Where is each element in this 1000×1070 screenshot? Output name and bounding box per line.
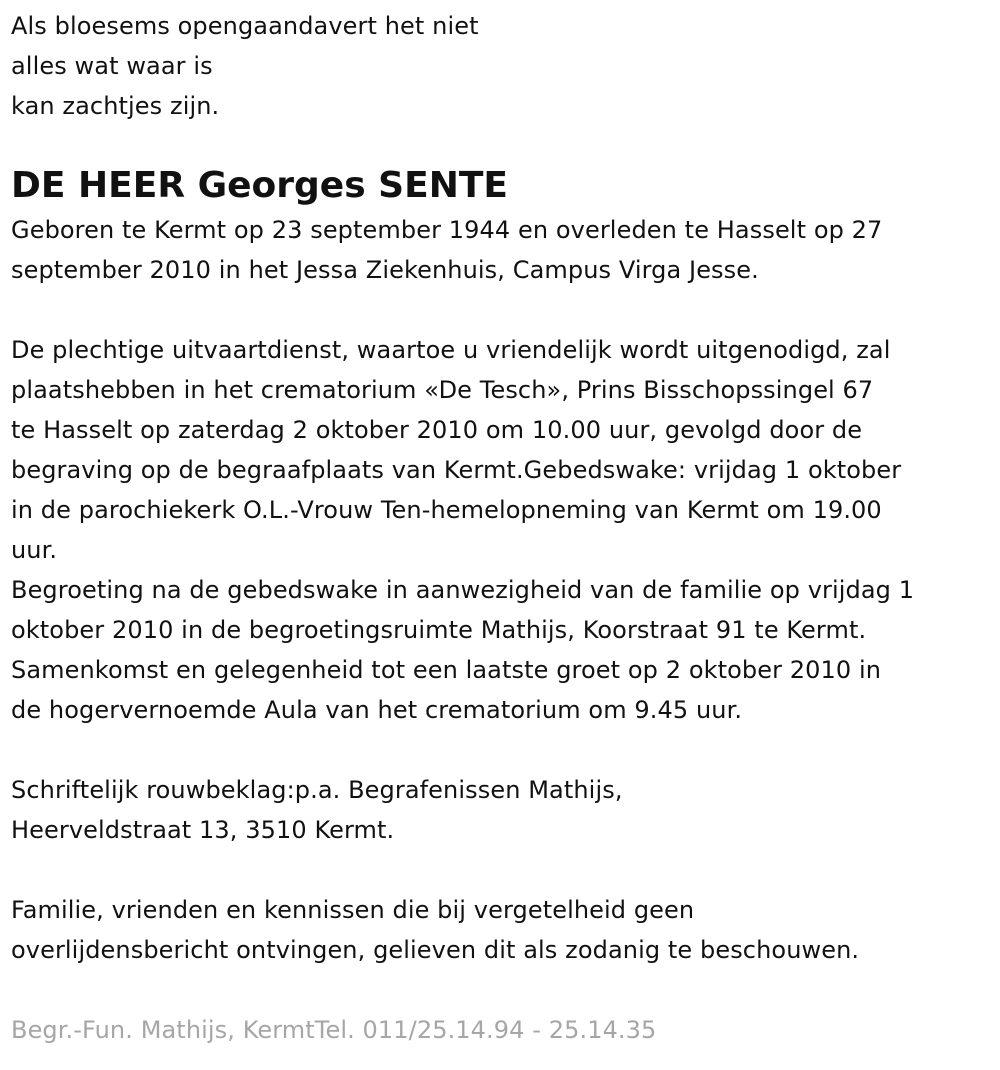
service-line: De plechtige uitvaartdienst, waartoe u vriendelijk wordt uitgenodigd, zal — [11, 336, 891, 364]
deceased-name-heading: DE HEER Georges SENTE — [11, 165, 508, 206]
obituary-document — [11, 6, 996, 1050]
birth-death-line: Geboren te Kermt op 23 september 1944 en overleden te Hasselt op 27 — [11, 216, 883, 244]
service-line: oktober 2010 in de begroetingsruimte Mathijs, Koorstraat 91 te Kermt. — [11, 616, 867, 644]
service-line: uur. — [11, 536, 58, 564]
spacer — [11, 290, 996, 330]
poem-block — [11, 6, 996, 126]
condolence-line: Schriftelijk rouwbeklag:p.a. Begrafenissen Mathijs, — [11, 776, 623, 804]
notice-line: overlijdensbericht ontvingen, gelieven dit als zodanig te beschouwen. — [11, 936, 860, 964]
birth-death-line: september 2010 in het Jessa Ziekenhuis, Campus Virga Jesse. — [11, 256, 759, 284]
service-line: Begroeting na de gebedswake in aanwezigheid van de familie op vrijdag 1 — [11, 576, 915, 604]
condolence-block — [11, 770, 996, 850]
service-line: te Hasselt op zaterdag 2 oktober 2010 om 10.00 uur, gevolgd door de — [11, 416, 863, 444]
poem-line: alles wat waar is — [11, 52, 213, 80]
service-block — [11, 330, 996, 730]
condolence-line: Heerveldstraat 13, 3510 Kermt. — [11, 816, 395, 844]
spacer — [11, 970, 996, 1010]
spacer — [11, 730, 996, 770]
notice-line: Familie, vrienden en kennissen die bij vergetelheid geen — [11, 896, 695, 924]
service-line: plaatshebben in het crematorium «De Tesch», Prins Bisschopssingel 67 — [11, 376, 874, 404]
service-line: begraving op de begraafplaats van Kermt.Gebedswake: vrijdag 1 oktober — [11, 456, 902, 484]
spacer — [11, 850, 996, 890]
poem-line: kan zachtjes zijn. — [11, 92, 220, 120]
service-line: in de parochiekerk O.L.-Vrouw Ten-hemelopneming van Kermt om 19.00 — [11, 496, 882, 524]
funeral-home-footer: Begr.-Fun. Mathijs, KermtTel. 011/25.14.94 - 25.14.35 — [11, 1016, 657, 1044]
service-line: de hogervernoemde Aula van het crematorium om 9.45 uur. — [11, 696, 743, 724]
birth-death-block — [11, 210, 996, 290]
notice-block — [11, 890, 996, 970]
service-line: Samenkomst en gelegenheid tot een laatste groet op 2 oktober 2010 in — [11, 656, 882, 684]
poem-line: Als bloesems opengaandavert het niet — [11, 12, 479, 40]
